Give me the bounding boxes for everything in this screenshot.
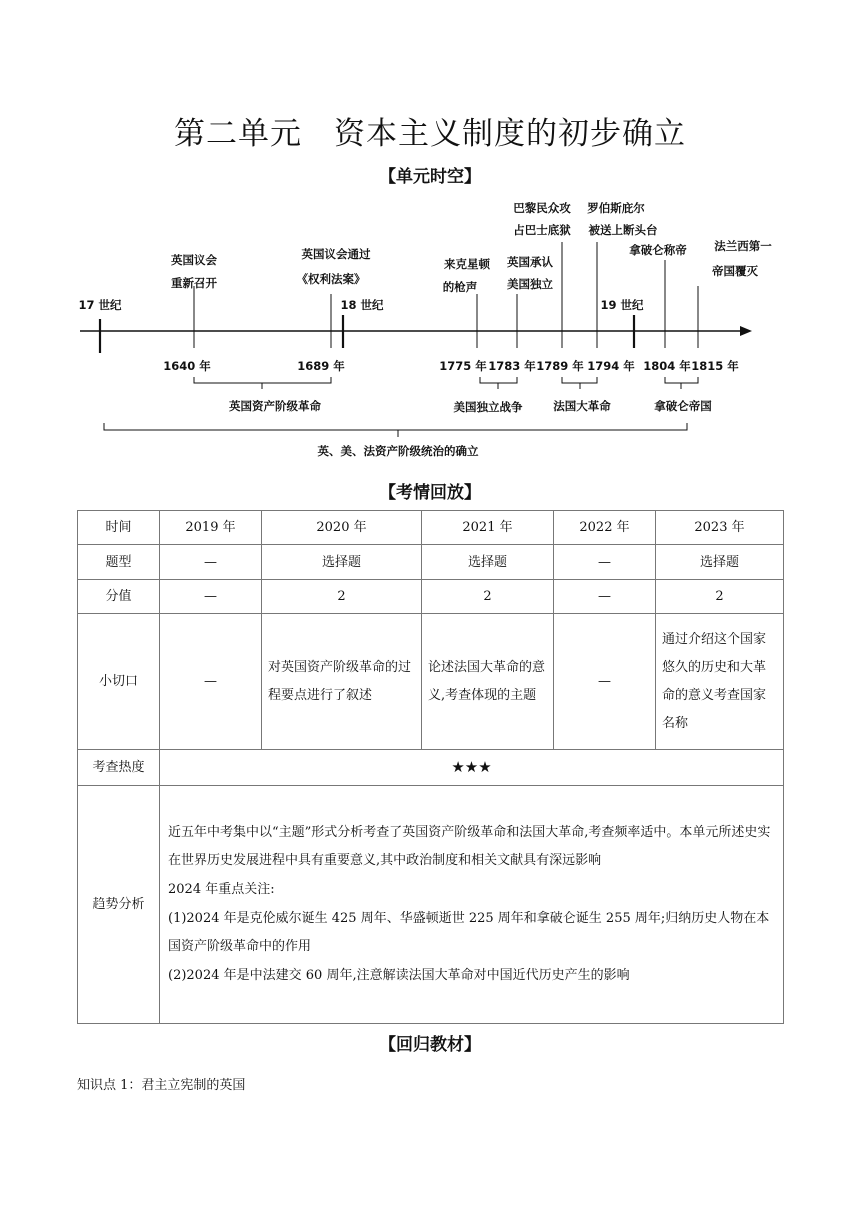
- year-cell: 2023 年: [656, 511, 784, 545]
- heat-rating: ★★★: [160, 750, 784, 786]
- knowledge-point: 知识点 1：君主立宪制的英国: [77, 1078, 246, 1093]
- event-label: 美国独立: [507, 277, 553, 291]
- row-label-angle: 小切口: [78, 614, 160, 750]
- period-label: 法国大革命: [553, 399, 611, 413]
- heading-timeline: 【单元时空】: [379, 167, 481, 187]
- table-row: [78, 580, 784, 614]
- year-label: 1640 年: [163, 359, 211, 373]
- angle-cell: 论述法国大革命的意义,考查体现的主题: [422, 614, 554, 750]
- century-label: 19 世纪: [600, 298, 644, 312]
- event-label: 罗伯斯庇尔: [587, 201, 645, 215]
- century-label: 18 世纪: [340, 298, 384, 312]
- table-row: [78, 750, 784, 786]
- year-label: 1789 年: [536, 359, 584, 373]
- year-cell: 2019 年: [160, 511, 262, 545]
- heading-exam: 【考情回放】: [379, 483, 481, 503]
- angle-cell: 通过介绍这个国家悠久的历史和大革命的意义考查国家名称: [656, 614, 784, 750]
- event-label: 占巴士底狱: [513, 223, 571, 237]
- trend-line: 2024 年重点关注:: [168, 881, 275, 897]
- row-label-type: 题型: [78, 545, 160, 580]
- event-label: 被送上断头台: [588, 223, 658, 237]
- event-label: 帝国覆灭: [712, 264, 758, 278]
- row-label-heat: 考查热度: [78, 750, 160, 786]
- table-row: [78, 511, 784, 545]
- period-bracket: [194, 377, 331, 389]
- period-label: 美国独立战争: [453, 400, 523, 414]
- row-label-trend: 趋势分析: [78, 786, 160, 1024]
- type-cell: 选择题: [262, 545, 422, 580]
- overall-period-label: 英、美、法资产阶级统治的确立: [317, 444, 479, 458]
- row-label-score: 分值: [78, 580, 160, 614]
- type-cell: 选择题: [656, 545, 784, 580]
- type-cell: —: [554, 545, 656, 580]
- period-bracket: [562, 377, 597, 389]
- overall-bracket: [104, 423, 687, 437]
- table-row: [78, 614, 784, 750]
- century-label: 17 世纪: [78, 298, 122, 312]
- type-cell: —: [160, 545, 262, 580]
- period-label: 拿破仑帝国: [654, 399, 712, 413]
- year-cell: 2022 年: [554, 511, 656, 545]
- event-label: 重新召开: [171, 276, 217, 290]
- page-title: 第二单元 资本主义制度的初步确立: [174, 116, 686, 152]
- trend-line: (1)2024 年是克伦威尔诞生 425 周年、华盛顿逝世 225 周年和拿破仑诞生 255 周年;归纳历史人物在本国资产阶级革命中的作用: [168, 910, 770, 955]
- score-cell: 2: [656, 580, 784, 614]
- angle-cell: —: [554, 614, 656, 750]
- period-bracket: [480, 377, 517, 389]
- year-cell: 2021 年: [422, 511, 554, 545]
- year-label: 1804 年: [643, 359, 691, 373]
- event-label: 拿破仑称帝: [629, 243, 687, 257]
- year-label: 1815 年: [691, 359, 739, 373]
- score-cell: 2: [422, 580, 554, 614]
- score-cell: 2: [262, 580, 422, 614]
- year-label: 1794 年: [587, 359, 635, 373]
- trend-line: 近五年中考集中以“主题”形式分析考查了英国资产阶级革命和法国大革命,考查频率适中。本单元所述史实在世界历史发展进程中具有重要意义,其中政治制度和相关文献具有深远影响: [168, 824, 771, 869]
- trend-analysis: [160, 786, 784, 1024]
- exam-review-table: [77, 510, 784, 1024]
- table-row: [78, 545, 784, 580]
- timeline-arrow-icon: [740, 326, 752, 336]
- event-label: 法兰西第一: [714, 239, 772, 253]
- year-label: 1783 年: [488, 359, 536, 373]
- event-label: 的枪声: [442, 280, 478, 294]
- event-label: 英国承认: [507, 255, 553, 269]
- table-row: [78, 786, 784, 1024]
- event-label: 巴黎民众攻: [513, 201, 571, 215]
- row-label-time: 时间: [78, 511, 160, 545]
- heading-textbook: 【回归教材】: [379, 1035, 481, 1055]
- period-bracket: [665, 377, 698, 389]
- event-label: 英国议会: [171, 253, 217, 267]
- event-label: 《权利法案》: [296, 272, 366, 286]
- type-cell: 选择题: [422, 545, 554, 580]
- angle-cell: 对英国资产阶级革命的过程要点进行了叙述: [262, 614, 422, 750]
- unit-timeline: [0, 190, 860, 470]
- year-label: 1775 年: [439, 359, 487, 373]
- event-label: 来克星顿: [444, 257, 490, 271]
- period-label: 英国资产阶级革命: [229, 399, 321, 413]
- angle-cell: —: [160, 614, 262, 750]
- score-cell: —: [160, 580, 262, 614]
- year-cell: 2020 年: [262, 511, 422, 545]
- trend-line: (2)2024 年是中法建交 60 周年,注意解读法国大革命对中国近代历史产生的影响: [168, 967, 630, 983]
- score-cell: —: [554, 580, 656, 614]
- year-label: 1689 年: [297, 359, 345, 373]
- event-label: 英国议会通过: [301, 247, 371, 261]
